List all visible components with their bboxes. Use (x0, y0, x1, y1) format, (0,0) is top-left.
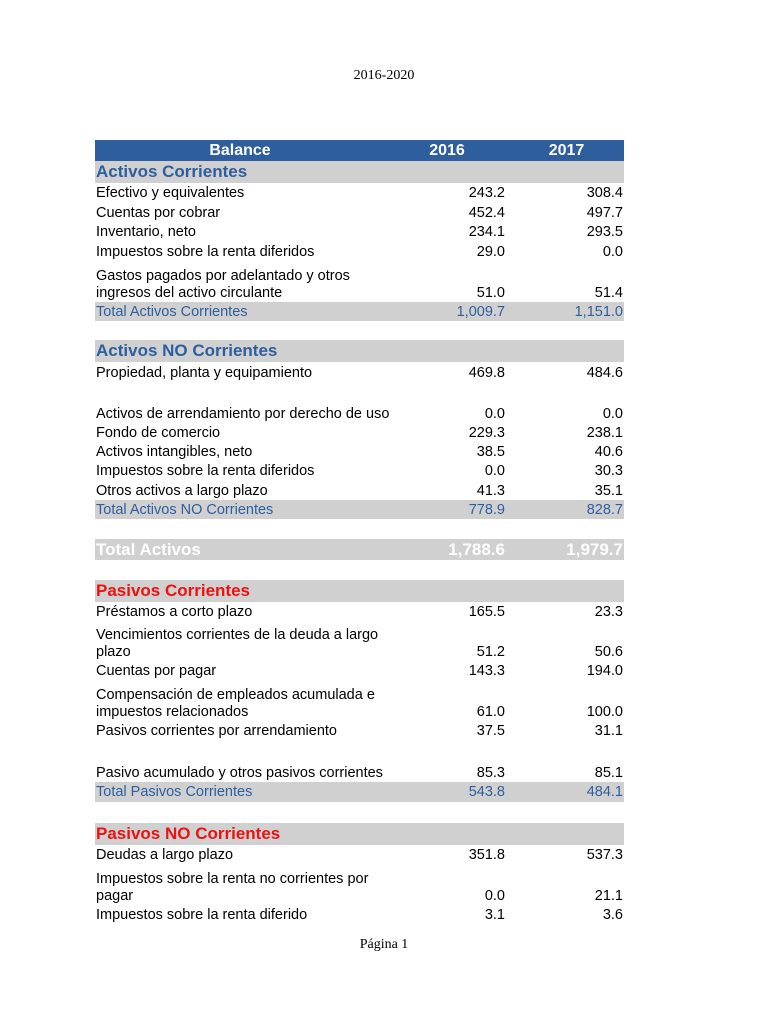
value-2017: 828.7 (586, 501, 623, 518)
value-2016: 85.3 (476, 764, 505, 781)
value-2016: 0.0 (484, 405, 505, 422)
row-label: Fondo de comercio (96, 424, 221, 441)
value-2016: 543.8 (468, 783, 505, 800)
table-row (95, 865, 624, 905)
row-label: Cuentas por pagar (96, 662, 217, 679)
section-header-row (95, 340, 624, 362)
value-2016: 51.0 (476, 284, 505, 301)
value-2016: 143.3 (468, 662, 505, 679)
value-2016: 3.1 (484, 906, 505, 923)
table-row (95, 602, 624, 622)
value-2017: 194.0 (586, 662, 623, 679)
header-year-2017: 2017 (548, 141, 585, 159)
row-spacer (95, 519, 624, 539)
value-2017: 30.3 (594, 462, 623, 479)
subtotal-row (95, 500, 624, 519)
value-2017: 51.4 (594, 284, 623, 301)
value-2016: 452.4 (468, 204, 505, 221)
row-spacer (95, 802, 624, 823)
value-2016: 351.8 (468, 846, 505, 863)
table-row (95, 740, 624, 782)
value-2017: 23.3 (594, 603, 623, 620)
value-2016: 0.0 (484, 462, 505, 479)
row-label: Activos Corrientes (96, 161, 248, 181)
value-2016: 229.3 (468, 424, 505, 441)
row-label: Deudas a largo plazo (96, 846, 234, 863)
row-label: Pasivos NO Corrientes (96, 823, 281, 843)
value-2016: 0.0 (484, 887, 505, 904)
row-label: Total Activos NO Corrientes (96, 501, 274, 518)
row-label: Pasivo acumulado y otros pasivos corrientes (96, 764, 383, 781)
grand-total-row (95, 539, 624, 560)
value-2016: 37.5 (476, 722, 505, 739)
value-2016: 469.8 (468, 364, 505, 381)
value-2017: 0.0 (602, 243, 623, 260)
value-2017: 1,151.0 (574, 303, 623, 320)
value-2016: 165.5 (468, 603, 505, 620)
table-row (95, 183, 624, 203)
row-label: Inventario, neto (96, 223, 196, 240)
value-2017: 40.6 (594, 443, 623, 460)
value-2016: 1,009.7 (456, 303, 505, 320)
value-2017: 35.1 (594, 482, 623, 499)
table-row (95, 481, 624, 500)
row-label: Total Activos (96, 539, 201, 559)
value-2017: 85.1 (594, 764, 623, 781)
table-body (95, 161, 624, 924)
value-2017: 308.4 (586, 184, 623, 201)
row-label: Propiedad, planta y equipamiento (96, 364, 313, 381)
value-2017: 238.1 (586, 424, 623, 441)
value-2016: 38.5 (476, 443, 505, 460)
table-row (95, 442, 624, 461)
value-2016: 1,788.6 (448, 539, 505, 559)
row-label: Préstamos a corto plazo (96, 603, 253, 620)
section-header-row (95, 823, 624, 845)
row-label: Impuestos sobre la renta diferidos (96, 462, 315, 479)
value-2016: 41.3 (476, 482, 505, 499)
table-row (95, 383, 624, 423)
subtotal-row (95, 302, 624, 321)
value-2016: 778.9 (468, 501, 505, 518)
header-year-2016: 2016 (429, 141, 465, 159)
table-row (95, 362, 624, 383)
row-label: Compensación de empleados acumulada e impuestos relacionados (96, 687, 375, 720)
row-label: Impuestos sobre la renta diferidos (96, 243, 315, 260)
value-2017: 100.0 (586, 703, 623, 720)
value-2017: 293.5 (586, 223, 623, 240)
subtotal-row (95, 782, 624, 802)
row-label: Pasivos Corrientes (96, 580, 251, 600)
value-2017: 31.1 (594, 722, 623, 739)
row-label: Total Pasivos Corrientes (96, 783, 253, 800)
value-2017: 497.7 (586, 204, 623, 221)
value-2017: 3.6 (602, 906, 623, 923)
table-row (95, 622, 624, 661)
page-header: 2016-2020 (353, 68, 415, 83)
row-spacer (95, 321, 624, 340)
table-header (95, 140, 624, 161)
table-row (95, 423, 624, 442)
table-row (95, 721, 624, 740)
table-row (95, 241, 624, 262)
table-row (95, 203, 624, 222)
header-label: Balance (209, 141, 271, 159)
section-header-row (95, 161, 624, 183)
value-2017: 21.1 (594, 887, 623, 904)
table-row (95, 681, 624, 721)
value-2017: 1,979.7 (566, 539, 623, 559)
table-row (95, 661, 624, 681)
value-2016: 61.0 (476, 703, 505, 720)
row-label: Total Activos Corrientes (96, 303, 248, 320)
value-2016: 29.0 (476, 243, 505, 260)
balance-table (95, 140, 624, 924)
row-label: Vencimientos corrientes de la deuda a largo plazo (96, 627, 379, 660)
row-spacer (95, 560, 624, 580)
row-label: Otros activos a largo plazo (96, 482, 268, 499)
table-row (95, 845, 624, 865)
value-2016: 243.2 (468, 184, 505, 201)
table-row (95, 262, 624, 302)
value-2017: 537.3 (586, 846, 623, 863)
row-label: Cuentas por cobrar (96, 204, 221, 221)
value-2016: 51.2 (476, 643, 505, 660)
table-row (95, 461, 624, 481)
row-label: Impuestos sobre la renta diferido (96, 906, 308, 923)
row-label: Gastos pagados por adelantado y otros ingresos del activo circulante (96, 268, 350, 301)
value-2017: 0.0 (602, 405, 623, 422)
row-label: Efectivo y equivalentes (96, 184, 245, 201)
section-header-row (95, 580, 624, 602)
table-row (95, 905, 624, 924)
value-2017: 484.6 (586, 364, 623, 381)
row-label: Activos NO Corrientes (96, 340, 278, 360)
value-2017: 484.1 (586, 783, 623, 800)
value-2016: 234.1 (468, 223, 505, 240)
row-label: Impuestos sobre la renta no corrientes por pagar (96, 871, 369, 904)
value-2017: 50.6 (594, 643, 623, 660)
page-footer: Página 1 (359, 937, 409, 952)
table-row (95, 222, 624, 241)
row-label: Pasivos corrientes por arrendamiento (96, 722, 337, 739)
row-label: Activos intangibles, neto (96, 443, 253, 460)
row-label: Activos de arrendamiento por derecho de uso (96, 405, 390, 422)
